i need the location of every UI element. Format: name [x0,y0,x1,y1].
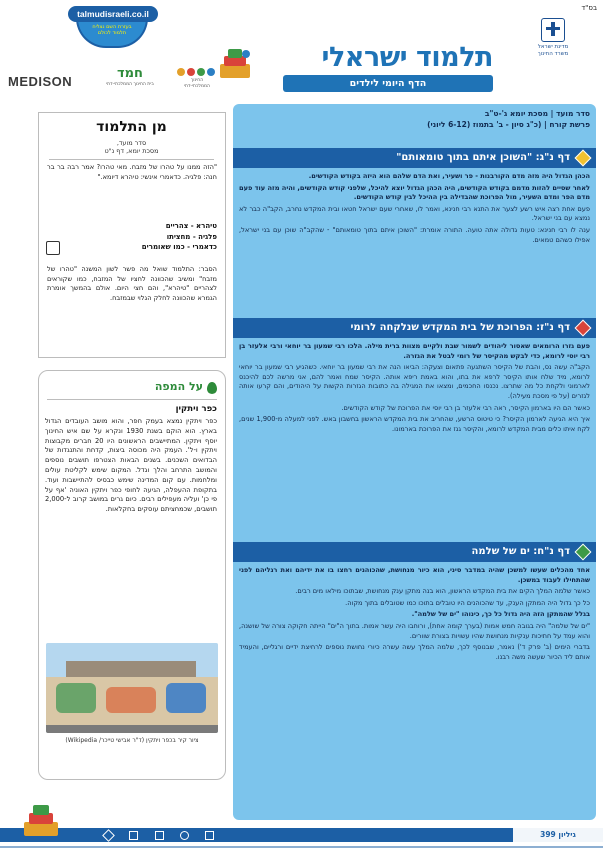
map-pin-icon [207,382,217,394]
paragraph: ענה לו רבי חנינא: טעות גדולה אתה טועה. התורה אומרת: "השוכן איתם בתוך טומאותם" - שהקב"ה שוכן עם בני ישראל, אפילו כשהם טמאים. [239,225,590,244]
section-title-3: דף נ"ח: ים של שלמה [471,546,570,557]
paragraph: הכהן הגדול היה מזה מדם הקורבנות - פר ושעיר, ואת הדם שלהם הוא היזה בקודש הקודשים. [308,172,590,180]
paragraph: כאשר שלמה המלך הקים את בית המקדש הראשון, הוא בנה מתקן ענק מנחושת, שבתוכו מילאו מים רבים. [295,587,590,596]
gloss-item: טיהרא - צהריים [165,222,217,230]
photo-caption: ציור קיר בכפר ויתקין (ד"ר אבישי טייכר/ Wikipedia) [65,737,199,744]
alef-icon [205,831,214,840]
place-name: כפר ויתקין [175,404,217,414]
issue-meta [240,108,590,130]
hemed-name: חמד [117,66,143,81]
diamond-icon [102,829,115,842]
hemed-sub: בית החינוך הממלכתי-דתי [106,82,154,87]
site-url[interactable]: talmudisraeli.co.il [68,6,158,22]
sponsors [8,64,228,94]
paragraph: כל כך גדול היה המתקן הענק, עד שהכוהנים היו טובלים בתוכו כמו שטובלים בתוך מקוה. [345,598,590,607]
star-icon [180,831,189,840]
ministry-line1: מדינת ישראל [537,44,569,50]
diamond-icon [575,320,592,337]
paragraph: בגלל שהמתקן הזה היה גדול כל כך, כינוהו "ים של שלמה". [411,610,590,619]
meta-seder: סדר מועד | מסכת יומא ג'-ט"ב [484,109,590,118]
divider [0,846,603,848]
menorah-icon [541,18,565,42]
colorful-dots-icon [177,66,217,78]
paragraph: כאשר הם היו בארמון הקיסר, ראה רבי אלעזר בן רבי יוסי את הפרוכת של קודש הקודשים. [341,403,590,412]
alef-icon [46,241,60,255]
mun-title: מן התלמוד [96,119,167,135]
masthead-subtitle: הדף היומי לילדים [283,75,493,92]
map-header [39,379,225,397]
bsd-mark: בס"ד [581,4,597,12]
masthead-title: תלמוד ישראלי [321,42,493,73]
place-description: כפר ויתקין נמצא בעמק חפר, והוא מושב העובדים הגדול בארץ. הוא הוקם בשנת 1930 ונקרא על שם איש החינוך יוסף ויתקין. המתיישבים הראשונים היו 20 חברים מקבוצות ויתקין ו-ל'. העמק היה מכוסה ביצות, קדחת והתנגדות של הבדואים השכנים. בשנים הבאות הצטרפו תושבים נוספים והמושב התרחב והלך וגדל. המקום שימש לקליטת עולים ומלחמות. עם קום המדינה שימש כבסיס להתיישבות ועוד. בתקופת ההעפלה, הגיעה לחופי כפר ויתקין האוניה 'אף על פי כן' ועליה מעפילים רבים. כיום גרים במושב קרוב ל-2,000 תושבים, שכמחציתם עוסקים בחקלאות. [45,417,218,514]
footer [0,820,603,863]
site-badge[interactable] [48,6,158,48]
section-heading-2 [233,318,596,338]
paragraph: "ים של שלמה" היה בגובה חמש אמות (בערך קומה אחת), ורוחבו היה עשר אמות. בתוך ה"ים" הייתה חקוקה צורה של שושנה, והוא עמד על חתיכות ענקיות מנחושת שהיו עשויות בצורת שוורים. [239,621,590,640]
scroll-icon [155,831,164,840]
site-tagline [84,24,140,36]
paragraph: לאחר שסיים להזות מדמם בקודש הקודשים, היה הכהן הגדול יוצא להיכל, שלפני קודש הקודשים, והיה מזה עוד פעם מדם הפר ומדם השעיר, מול הפרוכת שהבדילה בין ההיכל לבין קודש הקודשים. [239,183,590,202]
diamond-icon [575,544,592,561]
medison-logo: MEDISON [8,74,73,89]
books-icon [20,802,62,842]
paragraph: בדברי הימים (ב' פרק ד') נאמר, שבנוסף לכך, שלמה המלך עשה עשרה כיורי נחושת נוספים לרחיצת ידיים ורגליים, והעמיד אותם ליד הכיור שעשה משה רבנו. [239,643,590,661]
section-heading-3 [233,542,596,562]
explanation: הסבר: התלמוד שואל מה פשר לשון המשנה "טהרו של מזבח" ומשיב שהכוונה לחציו של המזבח, כמו שקוראים לצהריים "טיהרא", והם חצי היום. אולם בהמשך אומרת הגמרא שהכוונה לחלק הגלוי שבמזבח. [47,265,217,302]
divider [47,399,217,400]
ministry-logo [513,18,593,58]
meta-parasha: פרשת קורח | (כ"ג סיון - ב' בתמוז (6-12 ליוני) [427,120,590,129]
gov-sub1: החינוך [190,78,204,83]
section-title-2: דף נ"ז: הפרוכת של בית המקדש שנלקחה לרומי [350,322,570,333]
mamlachti-dati-logo [168,66,226,92]
issue-number: גיליון 399 [513,828,603,842]
main-column [233,104,596,820]
diamond-icon [575,150,592,167]
glossary [67,221,217,253]
paragraph: הקב"ה עשה נס, והבת של הקיסר השתגעה פתאום וצעקה: הביאו הנה את רבי שמעון בר יוחאי. כשהגיע רבי שמעון בר יוחאי לרומא, מיד שלח אותו הקיסר לרפא את בתו, והוא באמת ריפא אותה. הקיסר שמח ואמר להם, אני מרשה לכם להיכנס לארמוני ולקחת כל מה שתרצו. נכנסו החכמים, ומצאו את המגילה בה כתובות הגזרות הקשות על היהודים, והם קרעו אותה לגזרים (על פי מסכת מעילה). [239,363,590,400]
section-body-1 [239,172,590,312]
gov-sub2: הממלכתי-דתי [184,84,210,89]
talmud-quote: "הזה ממנו על טהרו של מזבח. מאי טהרו? אמר רבה בר בר חנה: פלגיה. כדאמרי אינשי: טיהרא דיומא." [47,163,217,181]
paragraph: איך היא הגיעה לארמון הקיסר? כי טיטוס הרשע, שהחריב את בית המקדש הראשון בחשבון באש. לפני למעלה מ-1,900 שנים, לקח איתו כלים מבית המקדש לרומא, והקיסר גנז את הפרוכת בארמונו. [239,415,590,433]
gloss-item: כדאמרי - כמו שאומרים [141,243,217,251]
site-tagline-2: תלמוד לכולם [97,30,127,36]
section-body-2 [239,342,590,532]
mun-seder: סדר מועד, [116,139,147,147]
section-title-1: דף נ"ג: "השוכן איתם בתוך טומאותם" [396,152,570,163]
map-title: על המפה [154,380,203,393]
section-heading-1 [233,148,596,168]
paragraph: פעם אחת רצה איש רשע לצער את התנא רבי חנינא, ואמר לו, שאחרי שעם ישראל חטאו ובית המקדש נחרב, הקב"ה כבר לא נמצא עם בני ישראל. [239,204,590,223]
paragraph: פעם גזרו הרומאים שאסור ליהודים לשמור שבת ולקיים מצוות ברית מילה. הלכו רבי שמעון בר יוחאי ורבי אלעזר בן רבי יוסי לרומא, כדי לבקש מהקיסר של רומי לבטל את הגזרה. [239,342,590,360]
mun-masechet: מסכת יומא, דף נ"ט [104,147,159,155]
hemed-logo [106,66,154,92]
book-icon [129,831,138,840]
paragraph: אחד מהכלים שעשו למשכן שהיה במדבר סיני, הוא כיור מנחושת, שהכוהנים רחצו בו את ידיהם ואת רגליהם לפני שהתחילו לעבוד במשכן. [239,566,590,584]
from-talmud-box [38,112,226,358]
section-body-3 [239,566,590,816]
footer-icons [104,828,214,842]
on-the-map-box [38,370,226,780]
site-tagline-1: בעזרת השם נצליח [92,24,132,30]
gloss-item: פלגיה - מחציתו [166,232,217,241]
divider [49,159,214,160]
mural-photo [46,643,218,733]
ministry-line2: משרד החינוך [537,51,569,57]
masthead [238,42,493,96]
